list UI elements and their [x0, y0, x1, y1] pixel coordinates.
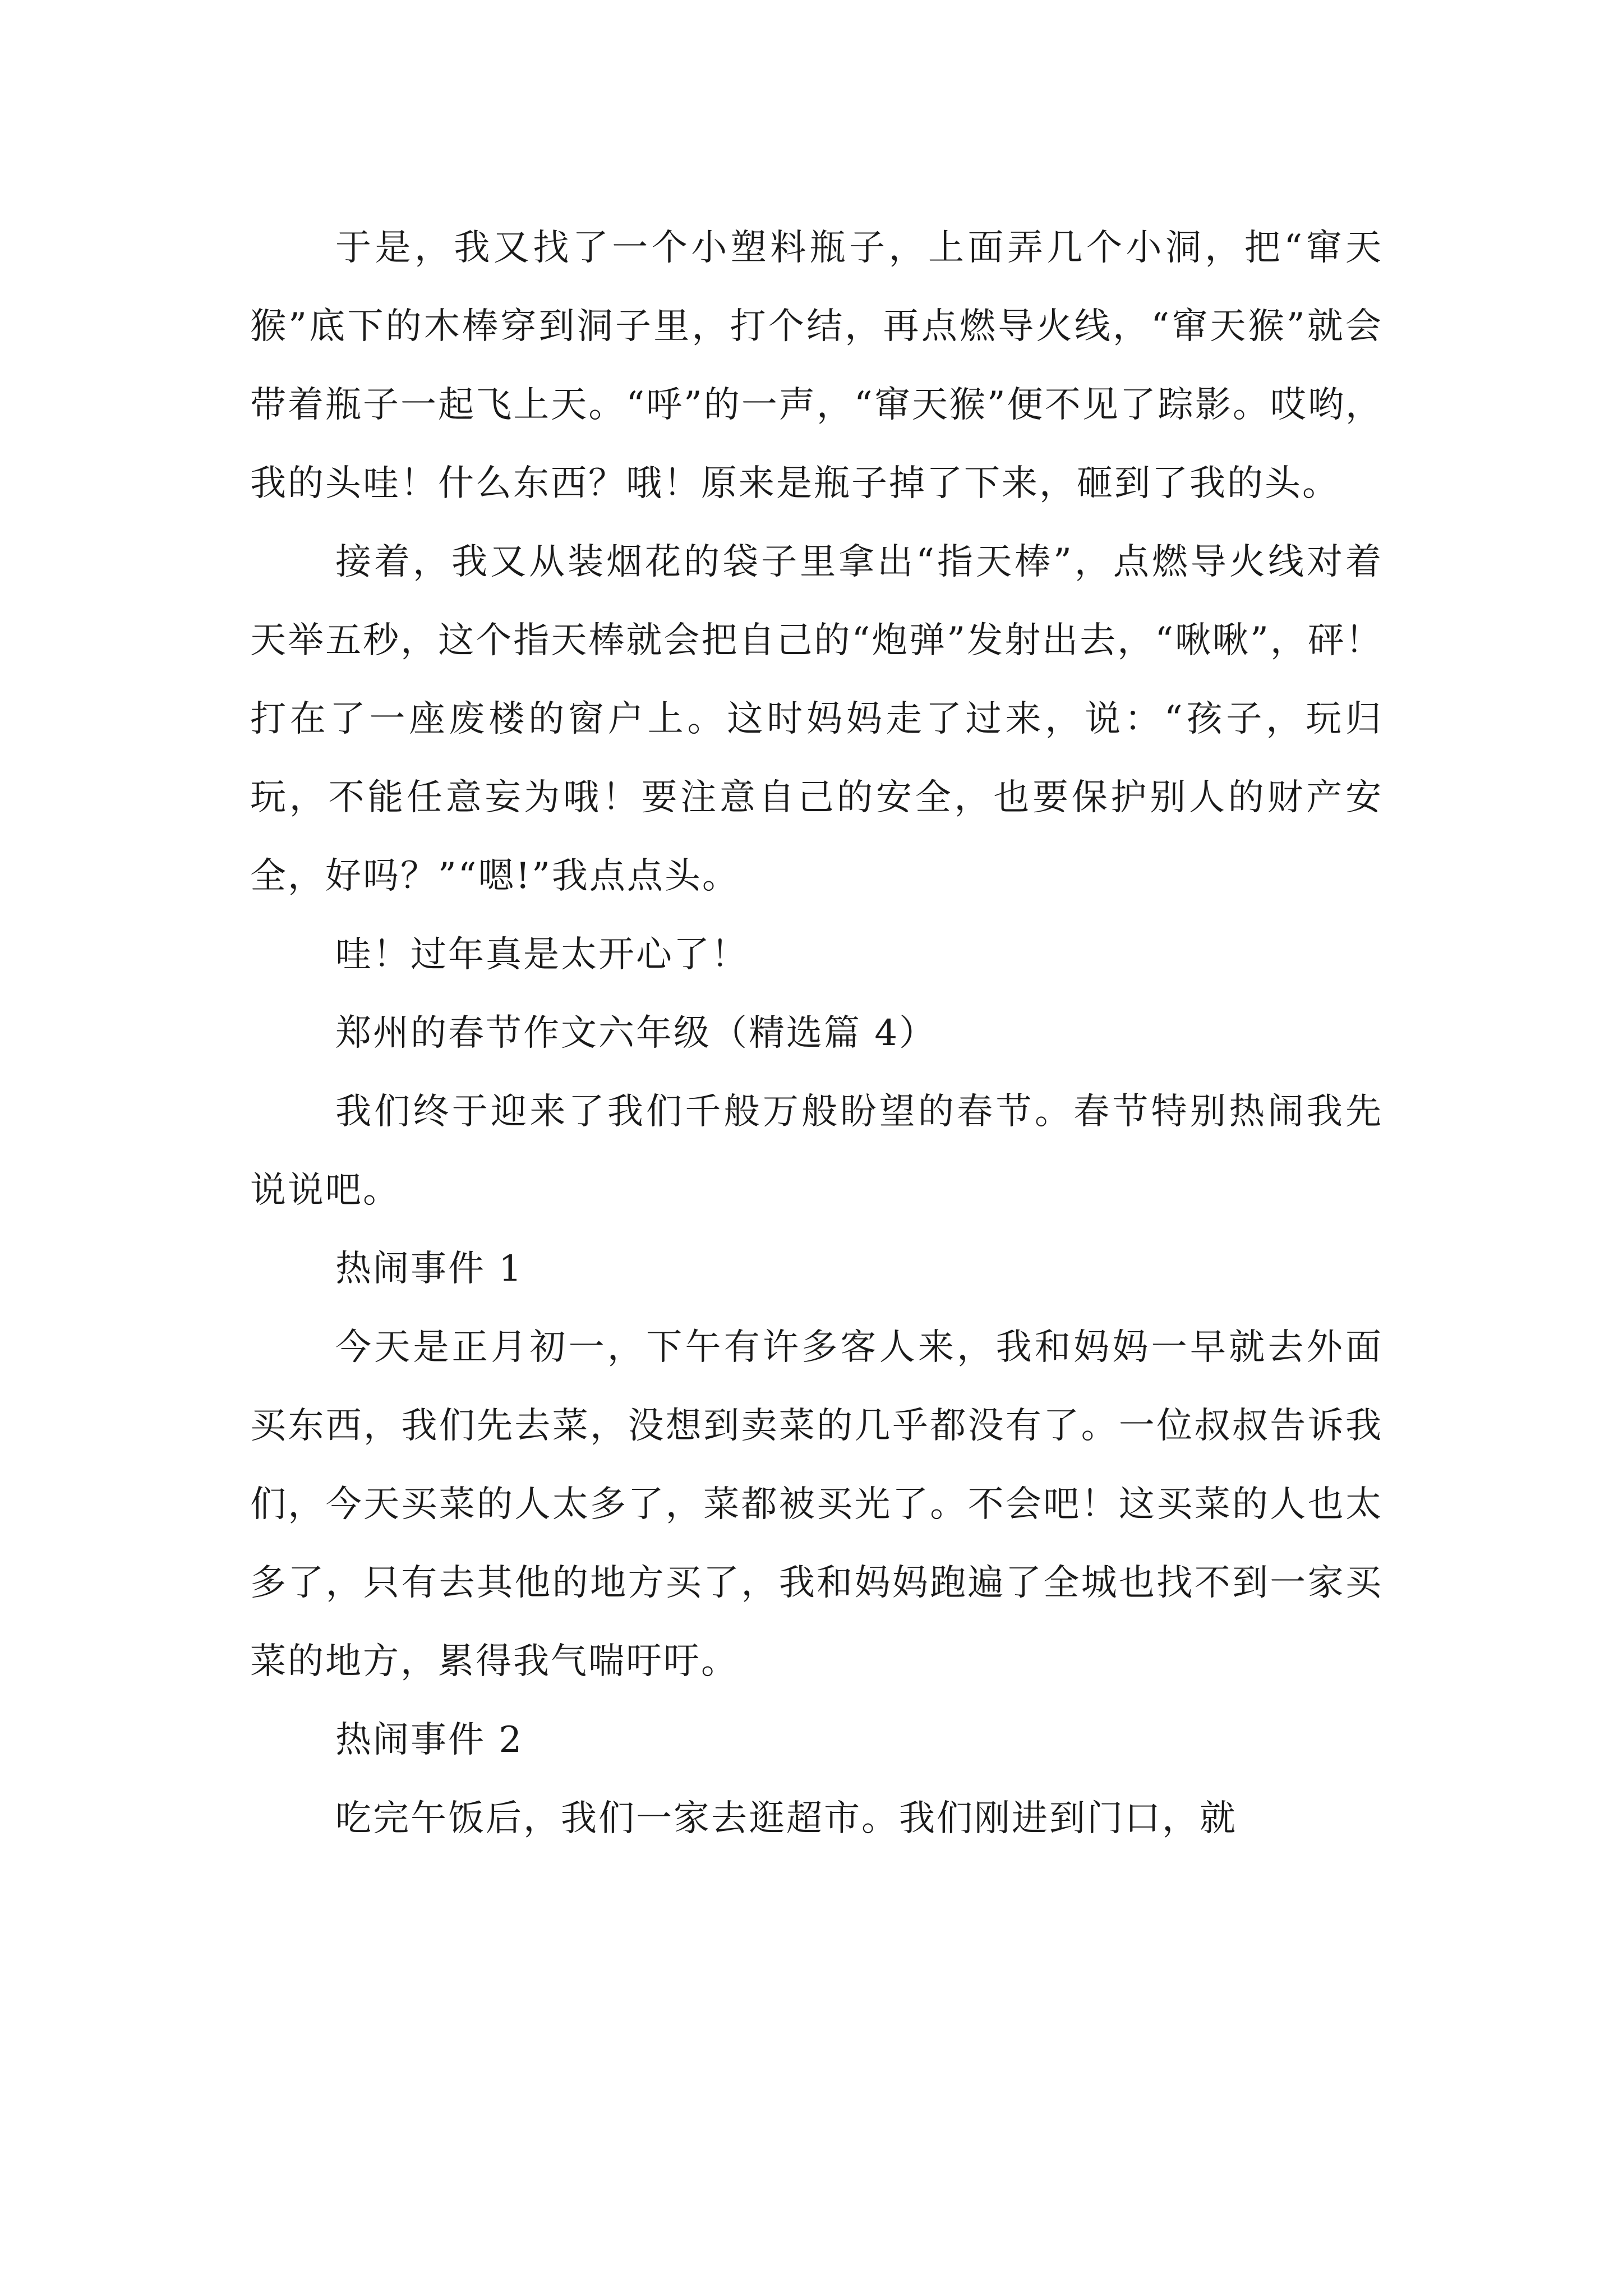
paragraph-3: 哇！过年真是太开心了！ [335, 934, 749, 976]
paragraph-2: 接着，我又从装烟花的袋子里拿出“指天棒”，点燃导火线对着天举五秒，这个指天棒就会把自己的“炮弹”发射出去，“啾啾”，砰！打在了一座废楼的窗户上。这时妈妈走了过来，说：“孩子，玩归玩，不能任意妄为哦！要注意自己的安全，也要保护别人的财产安全，好吗？”“嗯!”我点点头。 [250, 541, 1383, 897]
paragraph-5: 今天是正月初一，下午有许多客人来，我和妈妈一早就去外面买东西，我们先去菜，没想到卖菜的几乎都没有了。一位叔叔告诉我们，今天买菜的人太多了，菜都被买光了。不会吧！这买菜的人也太多了，只有去其他的地方买了，我和妈妈跑遍了全城也找不到一家买菜的地方，累得我气喘吁吁。 [250, 1327, 1383, 1682]
paragraph-6: 吃完午饭后，我们一家去逛超市。我们刚进到门口，就 [335, 1798, 1237, 1839]
section-heading: 郑州的春节作文六年级（精选篇 4） [335, 1013, 937, 1054]
document-body [250, 209, 1383, 1858]
subheading-event-2: 热闹事件 2 [335, 1719, 524, 1761]
paragraph-1: 于是，我又找了一个小塑料瓶子，上面弄几个小洞，把“窜天猴”底下的木棒穿到洞子里，打个结，再点燃导火线，“窜天猴”就会带着瓶子一起飞上天。“呼”的一声，“窜天猴”便不见了踪影。哎哟，我的头哇！什么东西？哦！原来是瓶子掉了下来，砸到了我的头。 [250, 227, 1383, 504]
paragraph-4: 我们终于迎来了我们千般万般盼望的春节。春节特别热闹我先说说吧。 [250, 1091, 1383, 1211]
subheading-event-1: 热闹事件 1 [335, 1248, 524, 1290]
